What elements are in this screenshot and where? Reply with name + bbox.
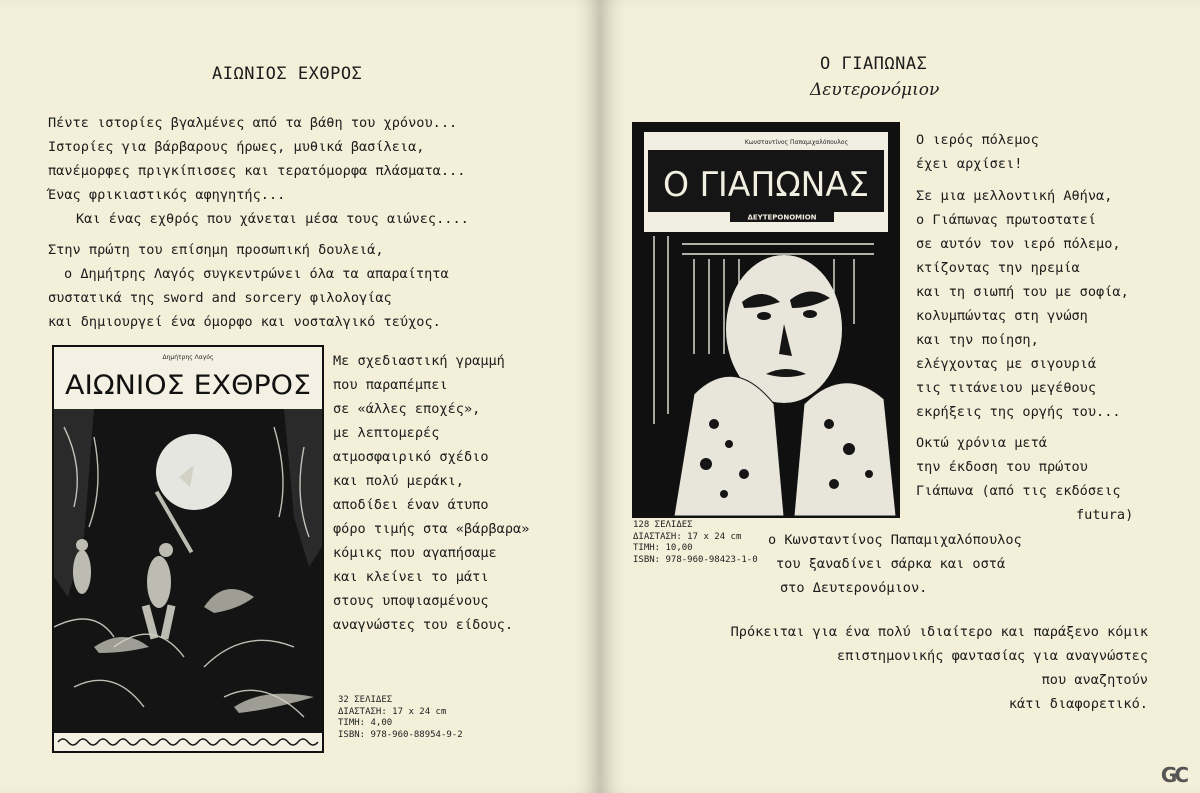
text-line: σε «άλλες εποχές»,	[333, 401, 481, 417]
meta-dimensions: ΔΙΑΣΤΑΣΗ: 17 x 24 cm	[338, 706, 447, 717]
cover-subtitle: ΔΕΥΤΕΡΟΝΟΜΙΟΝ	[747, 213, 817, 222]
text-line: Οκτώ χρόνια μετά	[916, 435, 1047, 451]
text-line: και τη σιωπή του με σοφία,	[916, 284, 1129, 300]
aionios-cover-image	[52, 345, 324, 753]
text-line: πανέμορφες πριγκίπισσες και τερατόμορφα πλάσματα...	[48, 163, 466, 179]
text-line: εκρήξεις της οργής του...	[916, 404, 1121, 420]
text-line: και πολύ μεράκι,	[333, 473, 464, 489]
text-line: τις τιτάνειου μεγέθους	[916, 380, 1097, 396]
text-line: σε αυτόν τον ιερό πόλεμο,	[916, 236, 1121, 252]
text-line: κολυμπώντας στη γνώση	[916, 308, 1088, 324]
left-title: ΑΙΩΝΙΟΣ ΕΧΘΡΟΣ	[212, 64, 363, 84]
text-line: και την ποίηση,	[916, 332, 1039, 348]
text-line: αποδίδει έναν άτυπο	[333, 497, 489, 513]
text-line: φόρο τιμής στα «βάρβαρα»	[333, 521, 530, 537]
meta-pages: 128 ΣΕΛΙΔΕΣ	[633, 520, 693, 530]
right-closing	[696, 620, 1148, 716]
left-second-paragraph	[48, 238, 449, 334]
text-line: Στην πρώτη του επίσημη προσωπική δουλειά,	[48, 242, 384, 258]
text-line: Ιστορίες για βάρβαρους ήρωες, μυθικά βασίλεια,	[48, 139, 425, 155]
text-line: Γιάπωνα (από τις εκδόσεις	[916, 483, 1121, 499]
text-line: και δημιουργεί ένα όμορφο και νοσταλγικό τεύχος.	[48, 314, 441, 330]
right-body	[916, 184, 1129, 424]
right-center-text	[768, 528, 1084, 600]
right-eight-years	[916, 431, 1133, 527]
left-intro	[48, 111, 469, 231]
cover-author: Κωνσταντίνος Παπαμιχαλόπουλος	[744, 139, 848, 146]
text-line: έχει αρχίσει!	[916, 156, 1023, 172]
cover-title: ΑΙΩΝΙΟΣ ΕΧΘΡΟΣ	[65, 370, 311, 401]
meta-price: ΤΙΜΗ: 4,00	[338, 718, 393, 728]
cover-title: Ο ΓΙΑΠΩΝΑΣ	[663, 165, 869, 205]
text-line: ο Γιάπωνας πρωτοστατεί	[916, 212, 1097, 228]
giaponas-cover-image	[632, 122, 900, 518]
text-line: συστατικά της sword and sorcery φιλολογίας	[48, 290, 392, 306]
left-book-meta	[338, 695, 463, 741]
text-line: Και ένας εχθρός που χάνεται μέσα τους αιώνες....	[76, 211, 469, 227]
text-line: ατμοσφαιρικό σχέδιο	[333, 449, 489, 465]
text-line: με λεπτομερές	[333, 425, 440, 441]
text-line: κτίζοντας την ηρεμία	[916, 260, 1080, 276]
text-line: Πέντε ιστορίες βγαλμένες από τα βάθη του χρόνου...	[48, 115, 458, 131]
meta-isbn: ISBN: 978-960-98423-1-0	[633, 554, 758, 565]
right-subtitle: Δευτερονόμιον	[810, 80, 940, 100]
text-line: Σε μια μελλοντική Αθήνα,	[916, 188, 1113, 204]
right-page	[600, 0, 1200, 793]
text-line: ελέγχοντας με σιγουριά	[916, 356, 1097, 372]
text-line: του ξαναδίνει σάρκα και οστά	[776, 556, 1006, 572]
meta-dimensions: ΔΙΑΣΤΑΣΗ: 17 x 24 cm	[633, 531, 742, 542]
right-intro	[916, 128, 1039, 176]
text-line: futura)	[1076, 507, 1134, 523]
text-line: Πρόκειται για ένα πολύ ιδιαίτερο και παράξενο κόμικ	[730, 624, 1148, 640]
text-line: την έκδοση του πρώτου	[916, 459, 1088, 475]
right-title: Ο ΓΙΑΠΩΝΑΣ	[820, 54, 928, 74]
text-line: στο Δευτερονόμιον.	[780, 580, 928, 596]
gc-logo: GC	[1160, 763, 1186, 787]
right-book-meta	[633, 520, 758, 566]
text-line: Ένας φρικιαστικός αφηγητής...	[48, 187, 286, 203]
text-line: Με σχεδιαστική γραμμή	[333, 353, 505, 369]
text-line: και κλείνει το μάτι	[333, 569, 489, 585]
text-line: αναγνώστες του είδους.	[333, 617, 514, 633]
text-line: κάτι διαφορετικό.	[1008, 696, 1148, 712]
text-line: ο Κωνσταντίνος Παπαμιχαλόπουλος	[768, 532, 1022, 548]
left-side-text	[333, 349, 529, 637]
text-line: ο Δημήτρης Λαγός συγκεντρώνει όλα τα απαραίτητα	[64, 266, 449, 282]
text-line: που αναζητούν	[1041, 672, 1148, 688]
text-line: στους υποψιασμένους	[333, 593, 489, 609]
text-line: Ο ιερός πόλεμος	[916, 132, 1039, 148]
meta-pages: 32 ΣΕΛΙΔΕΣ	[338, 695, 393, 705]
meta-isbn: ISBN: 978-960-88954-9-2	[338, 729, 463, 740]
text-line: που παραπέμπει	[333, 377, 448, 393]
text-line: κόμικς που αγαπήσαμε	[333, 545, 497, 561]
cover-author: Δημήτρης Λαγός	[162, 354, 214, 361]
meta-price: ΤΙΜΗ: 10,00	[633, 543, 693, 553]
text-line: επιστημονικής φαντασίας για αναγνώστες	[837, 648, 1148, 664]
